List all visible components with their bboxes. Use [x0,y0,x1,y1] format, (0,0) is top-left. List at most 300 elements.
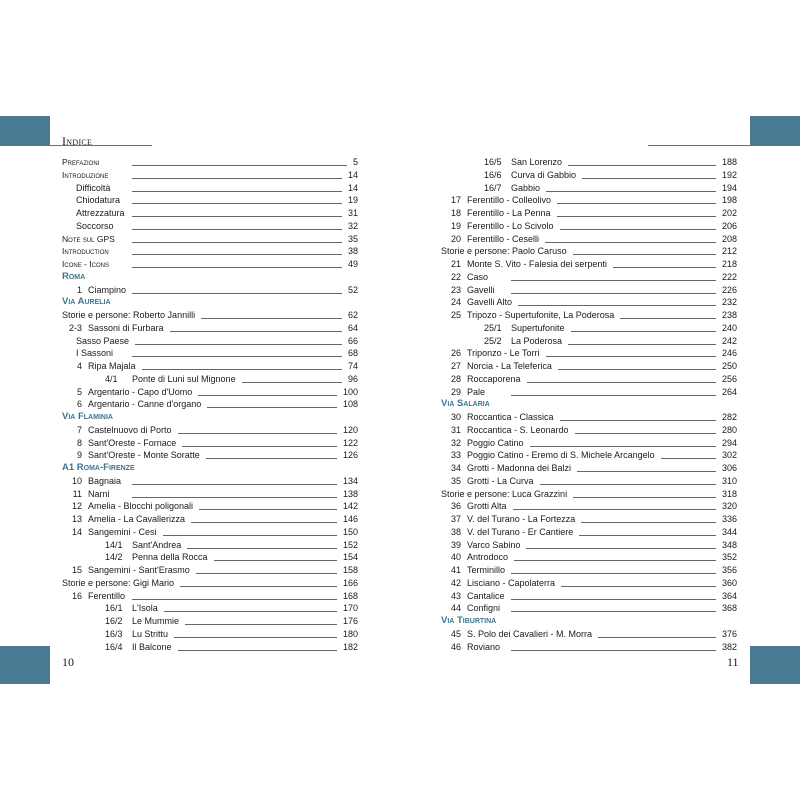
toc-section-heading [441,615,737,628]
toc-section-heading [62,271,358,284]
leader-line [545,242,716,243]
entry-page: 66 [347,335,358,346]
entry-page: 146 [342,514,358,524]
toc-entry [62,373,358,386]
entry-page: 302 [721,450,737,461]
toc-entry [62,424,358,437]
entry-title: Triponzo - Le Torri [467,348,540,359]
entry-number: 7 [76,424,82,435]
toc-entry [62,590,358,603]
toc-entry [62,309,358,322]
entry-page: 232 [721,297,737,308]
entry-number: 42 [450,577,461,588]
entry-title: Lisciano - Capolaterra [467,577,556,588]
leader-line [511,573,716,574]
leader-line [198,395,337,396]
entry-title: Grotti Alta [467,501,507,512]
toc-entry [441,258,737,271]
toc-entry [62,526,358,539]
toc-entry [62,386,358,399]
entry-number: 31 [450,424,461,435]
toc-entry [62,475,358,488]
entry-title: Storie e persone: Gigi Mario [62,577,175,588]
entry-number: 16/4 [105,641,123,652]
entry-number: 17 [450,195,461,206]
entry-number: 1 [76,284,82,295]
entry-page: 356 [721,565,737,575]
leader-line [132,293,342,294]
entry-title: Il Balcone [132,641,172,652]
toc-entry [62,488,358,501]
entry-number: 20 [450,233,461,244]
toc-entry [441,449,737,462]
entry-title: Storie e persone: Roberto Jannilli [62,310,196,320]
entry-number: 40 [450,552,461,563]
entry-page: 108 [342,399,358,410]
entry-number: 10 [71,475,82,486]
entry-title: Prefazioni [62,157,100,167]
entry-number: 16/2 [105,616,123,626]
entry-number: 8 [76,437,82,448]
toc-entry [441,322,737,335]
toc-entry [441,296,737,309]
toc-entry [441,488,737,501]
entry-title: Grotti - La Curva [467,475,534,486]
entry-page: 360 [721,577,737,588]
leader-line [132,229,342,230]
toc-entry [62,258,358,271]
right-header-rule [648,145,750,146]
leader-line [620,318,716,319]
entry-number: 16/6 [484,169,502,180]
entry-number: 19 [450,220,461,231]
entry-title: Bagnaia [88,475,122,486]
toc-entry [62,615,358,628]
entry-title: Ferentillo - Ceselli [467,233,540,244]
entry-title: Monte S. Vito - Falesia dei serpenti [467,259,607,269]
leader-line [170,331,342,332]
toc-right-column [441,156,737,653]
entry-page: 168 [342,590,358,601]
leader-line [132,165,347,166]
toc-entry [62,194,358,207]
entry-page: 62 [347,310,358,320]
left-top-tab [0,116,50,146]
entry-title: Argentario - Canne d'organo [88,399,202,410]
entry-title: Roccantica - S. Leonardo [467,424,569,435]
toc-entry [441,564,737,577]
entry-page: 134 [342,475,358,486]
toc-entry [62,513,358,526]
entry-page: 154 [342,552,358,563]
section-title: Via Tiburtina [441,615,497,626]
leader-line [530,446,716,447]
entry-title: Sant'Oreste - Fornace [88,437,177,448]
leader-line [511,611,716,612]
toc-entry [62,398,358,411]
entry-title: Ferentillo - La Penna [467,208,551,218]
section-title: Via Aurelia [62,296,111,308]
leader-line [573,254,716,255]
entry-number: 27 [450,361,461,371]
entry-title: Roviano [467,641,501,652]
leader-line [560,229,716,230]
entry-title: Ferentillo - Colleolivo [467,195,552,206]
entry-number: 14 [71,526,82,537]
toc-entry [62,641,358,654]
entry-title: San Lorenzo [511,157,563,167]
entry-number: 25 [450,310,461,320]
entry-page: 180 [342,628,358,639]
entry-page: 170 [342,603,358,614]
toc-entry [441,271,737,284]
leader-line [575,433,716,434]
entry-number: 37 [450,514,461,524]
leader-line [558,369,716,370]
entry-title: Ferentillo [88,590,126,601]
entry-page: 35 [347,233,358,244]
entry-number: 45 [450,628,461,639]
section-title: A1 Roma-Firenze [62,462,135,473]
toc-entry [62,551,358,564]
entry-page: 202 [721,208,737,218]
toc-entry [441,220,737,233]
entry-title: Note sul GPS [62,233,115,244]
entry-title: Cantalice [467,590,505,601]
entry-page: 318 [721,488,737,499]
entry-page: 126 [342,450,358,461]
leader-line [201,318,342,319]
entry-number: 5 [76,386,82,397]
toc-section-heading [62,411,358,424]
toc-entry [62,500,358,513]
toc-entry [62,360,358,373]
leader-line [613,267,716,268]
entry-page: 19 [347,195,358,206]
page-title: Indice [62,134,93,148]
toc-entry [62,564,358,577]
entry-title: Soccorso [76,220,114,231]
entry-number: 12 [71,501,82,512]
entry-page: 212 [721,246,737,257]
entry-page: 122 [342,437,358,448]
toc-entry [441,233,737,246]
toc-entry [441,194,737,207]
entry-page: 282 [721,412,737,422]
entry-page: 96 [347,373,358,384]
entry-title: Poggio Catino [467,437,524,448]
entry-title: Curva di Gabbio [511,169,577,180]
toc-entry [441,335,737,348]
entry-page: 152 [342,539,358,550]
entry-page: 182 [342,641,358,652]
entry-number: 4/1 [105,373,118,384]
toc-entry [441,437,737,450]
entry-number: 2-3 [68,322,82,333]
entry-title: Varco Sabino [467,539,521,550]
leader-line [514,560,716,561]
leader-line [206,458,337,459]
entry-number: 39 [450,539,461,550]
leader-line [511,599,716,600]
leader-line [163,535,337,536]
leader-line [579,535,716,536]
leader-line [182,446,337,447]
entry-title: Poggio Catino - Eremo di S. Michele Arcangelo [467,450,655,461]
toc-entry [62,156,358,169]
entry-page: 31 [347,208,358,218]
entry-page: 49 [347,259,358,269]
leader-line [135,344,342,345]
entry-number: 9 [76,450,82,461]
entry-title: La Poderosa [511,335,563,346]
entry-title: Castelnuovo di Porto [88,424,172,435]
entry-page: 222 [721,271,737,282]
entry-number: 6 [76,399,82,410]
entry-number: 24 [450,297,461,308]
leader-line [164,611,337,612]
toc-section-heading [62,462,358,475]
entry-title: Norcia - La Teleferica [467,361,552,371]
entry-title: Amelia - Blocchi poligonali [88,501,194,512]
entry-title: Caso [467,271,489,282]
entry-page: 226 [721,284,737,295]
leader-line [581,522,716,523]
entry-title: Sant'Oreste - Monte Soratte [88,450,200,461]
leader-line [573,497,716,498]
entry-title: Grotti - Madonna dei Balzi [467,463,572,473]
leader-line [242,382,342,383]
entry-number: 44 [450,603,461,614]
entry-number: 22 [450,271,461,282]
leader-line [132,203,342,204]
entry-title: Icone - Icons [62,259,109,269]
entry-title: Sant'Andrea [132,539,182,550]
leader-line [132,356,342,357]
entry-title: V. del Turano - La Fortezza [467,514,576,524]
toc-entry [441,360,737,373]
entry-title: Chiodatura [76,195,121,206]
entry-page: 382 [721,641,737,652]
entry-page: 368 [721,603,737,614]
entry-title: Configni [467,603,501,614]
leader-line [191,522,337,523]
leader-line [214,560,337,561]
entry-title: Ciampino [88,284,127,295]
entry-number: 13 [71,514,82,524]
toc-entry [62,577,358,590]
toc-entry [441,628,737,641]
toc-entry [441,411,737,424]
entry-page: 176 [342,616,358,626]
leader-line [561,586,716,587]
toc-entry [441,347,737,360]
toc-entry [441,590,737,603]
leader-line [132,267,342,268]
entry-page: 120 [342,424,358,435]
toc-entry [62,628,358,641]
entry-page: 38 [347,246,358,257]
entry-page: 336 [721,514,737,524]
page-number-right: 11 [727,655,739,669]
leader-line [568,344,716,345]
toc-entry [441,577,737,590]
toc-entry [62,233,358,246]
entry-title: Introduzione [62,169,109,180]
entry-number: 16/3 [105,628,123,639]
entry-page: 218 [721,259,737,269]
leader-line [132,178,342,179]
entry-page: 14 [347,182,358,193]
entry-page: 256 [721,373,737,384]
entry-title: Roccaporena [467,373,521,384]
entry-title: Le Mummie [132,616,180,626]
entry-number: 25/1 [484,322,502,333]
leader-line [511,395,716,396]
leader-line [513,509,716,510]
leader-line [207,407,337,408]
leader-line [178,650,337,651]
leader-line [527,382,716,383]
entry-number: 29 [450,386,461,397]
toc-entry [441,182,737,195]
entry-number: 38 [450,526,461,537]
leader-line [196,573,337,574]
entry-page: 352 [721,552,737,563]
entry-title: Argentario - Capo d'Uomo [88,386,193,397]
entry-page: 166 [342,577,358,588]
entry-number: 34 [450,463,461,473]
entry-page: 68 [347,348,358,359]
entry-number: 16/5 [484,157,502,167]
toc-entry [62,539,358,552]
entry-title: S. Polo dei Cavalieri - M. Morra [467,628,593,639]
entry-page: 5 [352,157,358,167]
entry-page: 344 [721,526,737,537]
entry-number: 21 [450,259,461,269]
leader-line [132,497,337,498]
leader-line [540,484,716,485]
entry-page: 52 [347,284,358,295]
entry-title: Ferentillo - Lo Scivolo [467,220,554,231]
entry-number: 46 [450,641,461,652]
entry-title: Storie e persone: Paolo Caruso [441,246,567,257]
entry-title: Roccantica - Classica [467,412,554,422]
entry-page: 198 [721,195,737,206]
entry-title: Introduction [62,246,109,257]
entry-title: Difficoltà [76,182,111,193]
toc-entry [441,539,737,552]
leader-line [557,216,716,217]
toc-section-heading [441,398,737,411]
entry-title: Attrezzatura [76,208,125,218]
section-title: Via Flaminia [62,411,113,422]
entry-number: 43 [450,590,461,601]
leader-line [598,637,716,638]
entry-page: 364 [721,590,737,601]
entry-page: 294 [721,437,737,448]
entry-title: Lu Strittu [132,628,169,639]
entry-number: 16/1 [105,603,123,614]
toc-entry [441,207,737,220]
leader-line [568,165,716,166]
leader-line [132,216,342,217]
leader-line [511,280,716,281]
entry-page: 250 [721,361,737,371]
entry-title: Gabbio [511,182,541,193]
entry-page: 32 [347,220,358,231]
leader-line [511,293,716,294]
toc-entry [62,169,358,182]
entry-page: 138 [342,488,358,499]
entry-number: 25/2 [484,335,502,346]
entry-page: 194 [721,182,737,193]
entry-title: Gavelli [467,284,495,295]
right-top-tab [750,116,800,146]
leader-line [132,254,342,255]
toc-entry [62,220,358,233]
leader-line [546,191,716,192]
toc-entry [62,245,358,258]
leader-line [511,650,716,651]
entry-number: 32 [450,437,461,448]
leader-line [178,433,337,434]
toc-entry [441,309,737,322]
entry-title: Sassoni di Furbara [88,322,164,333]
leader-line [661,458,716,459]
toc-entry [441,551,737,564]
entry-number: 28 [450,373,461,384]
section-title: Roma [62,270,86,282]
toc-entry [62,284,358,297]
entry-number: 33 [450,450,461,461]
entry-page: 242 [721,335,737,346]
toc-left-column [62,156,358,653]
toc-entry [441,386,737,399]
entry-page: 150 [342,526,358,537]
entry-page: 246 [721,348,737,359]
entry-number: 11 [72,488,82,499]
entry-page: 208 [721,233,737,244]
entry-title: Supertufonite [511,322,565,333]
entry-number: 30 [450,412,461,422]
toc-section-heading [62,296,358,309]
entry-number: 36 [450,501,461,512]
entry-title: I Sassoni [76,348,114,359]
entry-title: Antrodoco [467,552,509,563]
toc-entry [441,373,737,386]
entry-number: 18 [450,208,461,218]
leader-line [546,356,716,357]
leader-line [560,420,716,421]
leader-line [577,471,716,472]
entry-number: 35 [450,475,461,486]
entry-page: 240 [721,322,737,333]
entry-title: Pale [467,386,486,397]
leader-line [526,548,716,549]
toc-entry [62,207,358,220]
entry-title: Storie e persone: Luca Grazzini [441,488,568,499]
entry-page: 192 [721,169,737,180]
toc-entry [441,641,737,654]
entry-page: 320 [721,501,737,512]
leader-line [132,484,337,485]
toc-entry [441,462,737,475]
leader-line [132,191,342,192]
toc-entry [62,322,358,335]
entry-page: 238 [721,310,737,320]
entry-page: 310 [721,475,737,486]
